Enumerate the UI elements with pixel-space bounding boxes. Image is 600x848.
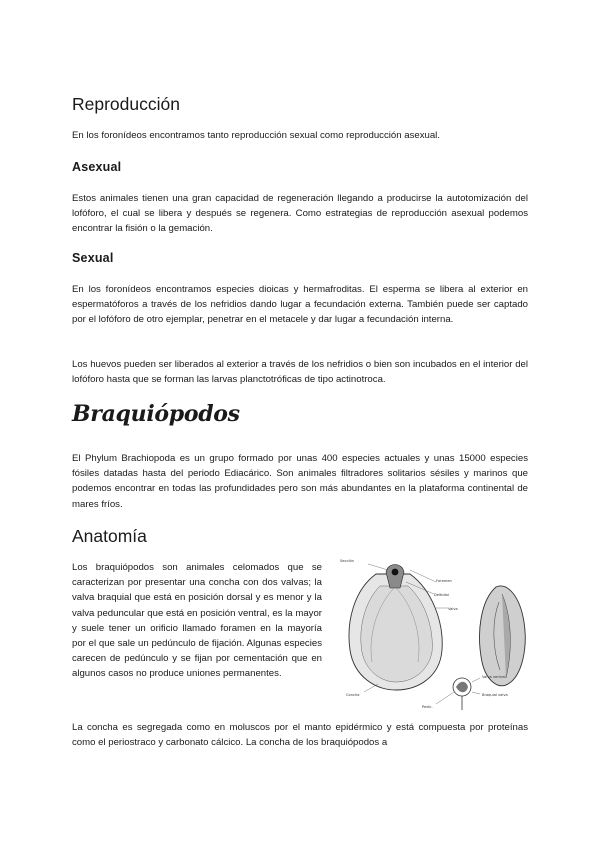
brachiopod-anatomy-figure xyxy=(336,552,536,712)
label-valva-ventral: Valva ventral xyxy=(482,675,506,679)
label-braquial-valva: Braquial valva xyxy=(482,693,508,697)
label-seccion: Sección xyxy=(340,559,354,563)
reproduccion-intro: En los foronídeos encontramos tanto reproducción sexual como reproducción asexual. xyxy=(72,130,440,141)
heading-sexual: Sexual xyxy=(72,251,114,265)
sexual-paragraph-2: Los huevos pueden ser liberados al exterior a través de los nefridios o bien son incubados en el interior del lofóforo hasta que se forman las larvas planctotróficas de tipo actinotroca. xyxy=(72,359,528,386)
heading-anatomia: Anatomía xyxy=(72,526,147,546)
heading-asexual: Asexual xyxy=(72,160,122,174)
label-deltidial: Deltidial xyxy=(434,593,449,597)
foramen-dot xyxy=(392,569,399,576)
label-valva: Valva xyxy=(448,607,458,611)
label-foramen: Foramen xyxy=(436,579,452,583)
anatomia-paragraph-1: Los braquiópodos son animales celomados que se caracterizan por presentar una concha con dos valvas; la valva braquial que está en posición dorsal y es menor y la valva peduncular que está en posición ventral, es la mayor y suele tener un orificio llamado foramen en la mayoría por el que sale un pedúnculo de fijación. Algunas especies carecen de pedúnculo y se fijan por cementación que en algunos casos no produce uniones permanentes. xyxy=(72,562,322,680)
sexual-paragraph-1: En los foronídeos encontramos especies dioicas y hermafroditas. El esperma se libera al exterior en espermatóforos a través de los nefridios dando lugar a fecundación externa. También puede ser captado por el lofóforo de otro ejemplar, penetrar en el metacele y dar lugar a fecundación interna. xyxy=(72,284,528,326)
heading-braquiopodos: Braquiópodos xyxy=(72,401,240,427)
anatomia-paragraph-2: La concha es segregada como en moluscos por el manto epidérmico y está compuesta por proteínas como el periostraco y carbonato cálcico. La concha de los braquiópodos a xyxy=(72,722,528,749)
asexual-paragraph: Estos animales tienen una gran capacidad de regeneración llegando a producirse la autotomización del lofóforo, el cual se libera y después se regenera. Como estrategias de reproducción asexual podemos encontrar la fisión o la gemación. xyxy=(72,193,528,235)
label-pedic: Pedic. xyxy=(422,705,433,709)
label-concha: Concha xyxy=(346,693,360,697)
heading-reproduccion: Reproducción xyxy=(72,94,180,114)
braquiopodos-paragraph: El Phylum Brachiopoda es un grupo formado por unas 400 especies actuales y unas 15000 especies fósiles datadas hasta del periodo Ediacárico. Son animales filtradores solitarios sésiles y marinos que podemos encontrar en todas las profundidades pero son más abundantes en la plataforma continental de mares fríos. xyxy=(72,453,528,510)
